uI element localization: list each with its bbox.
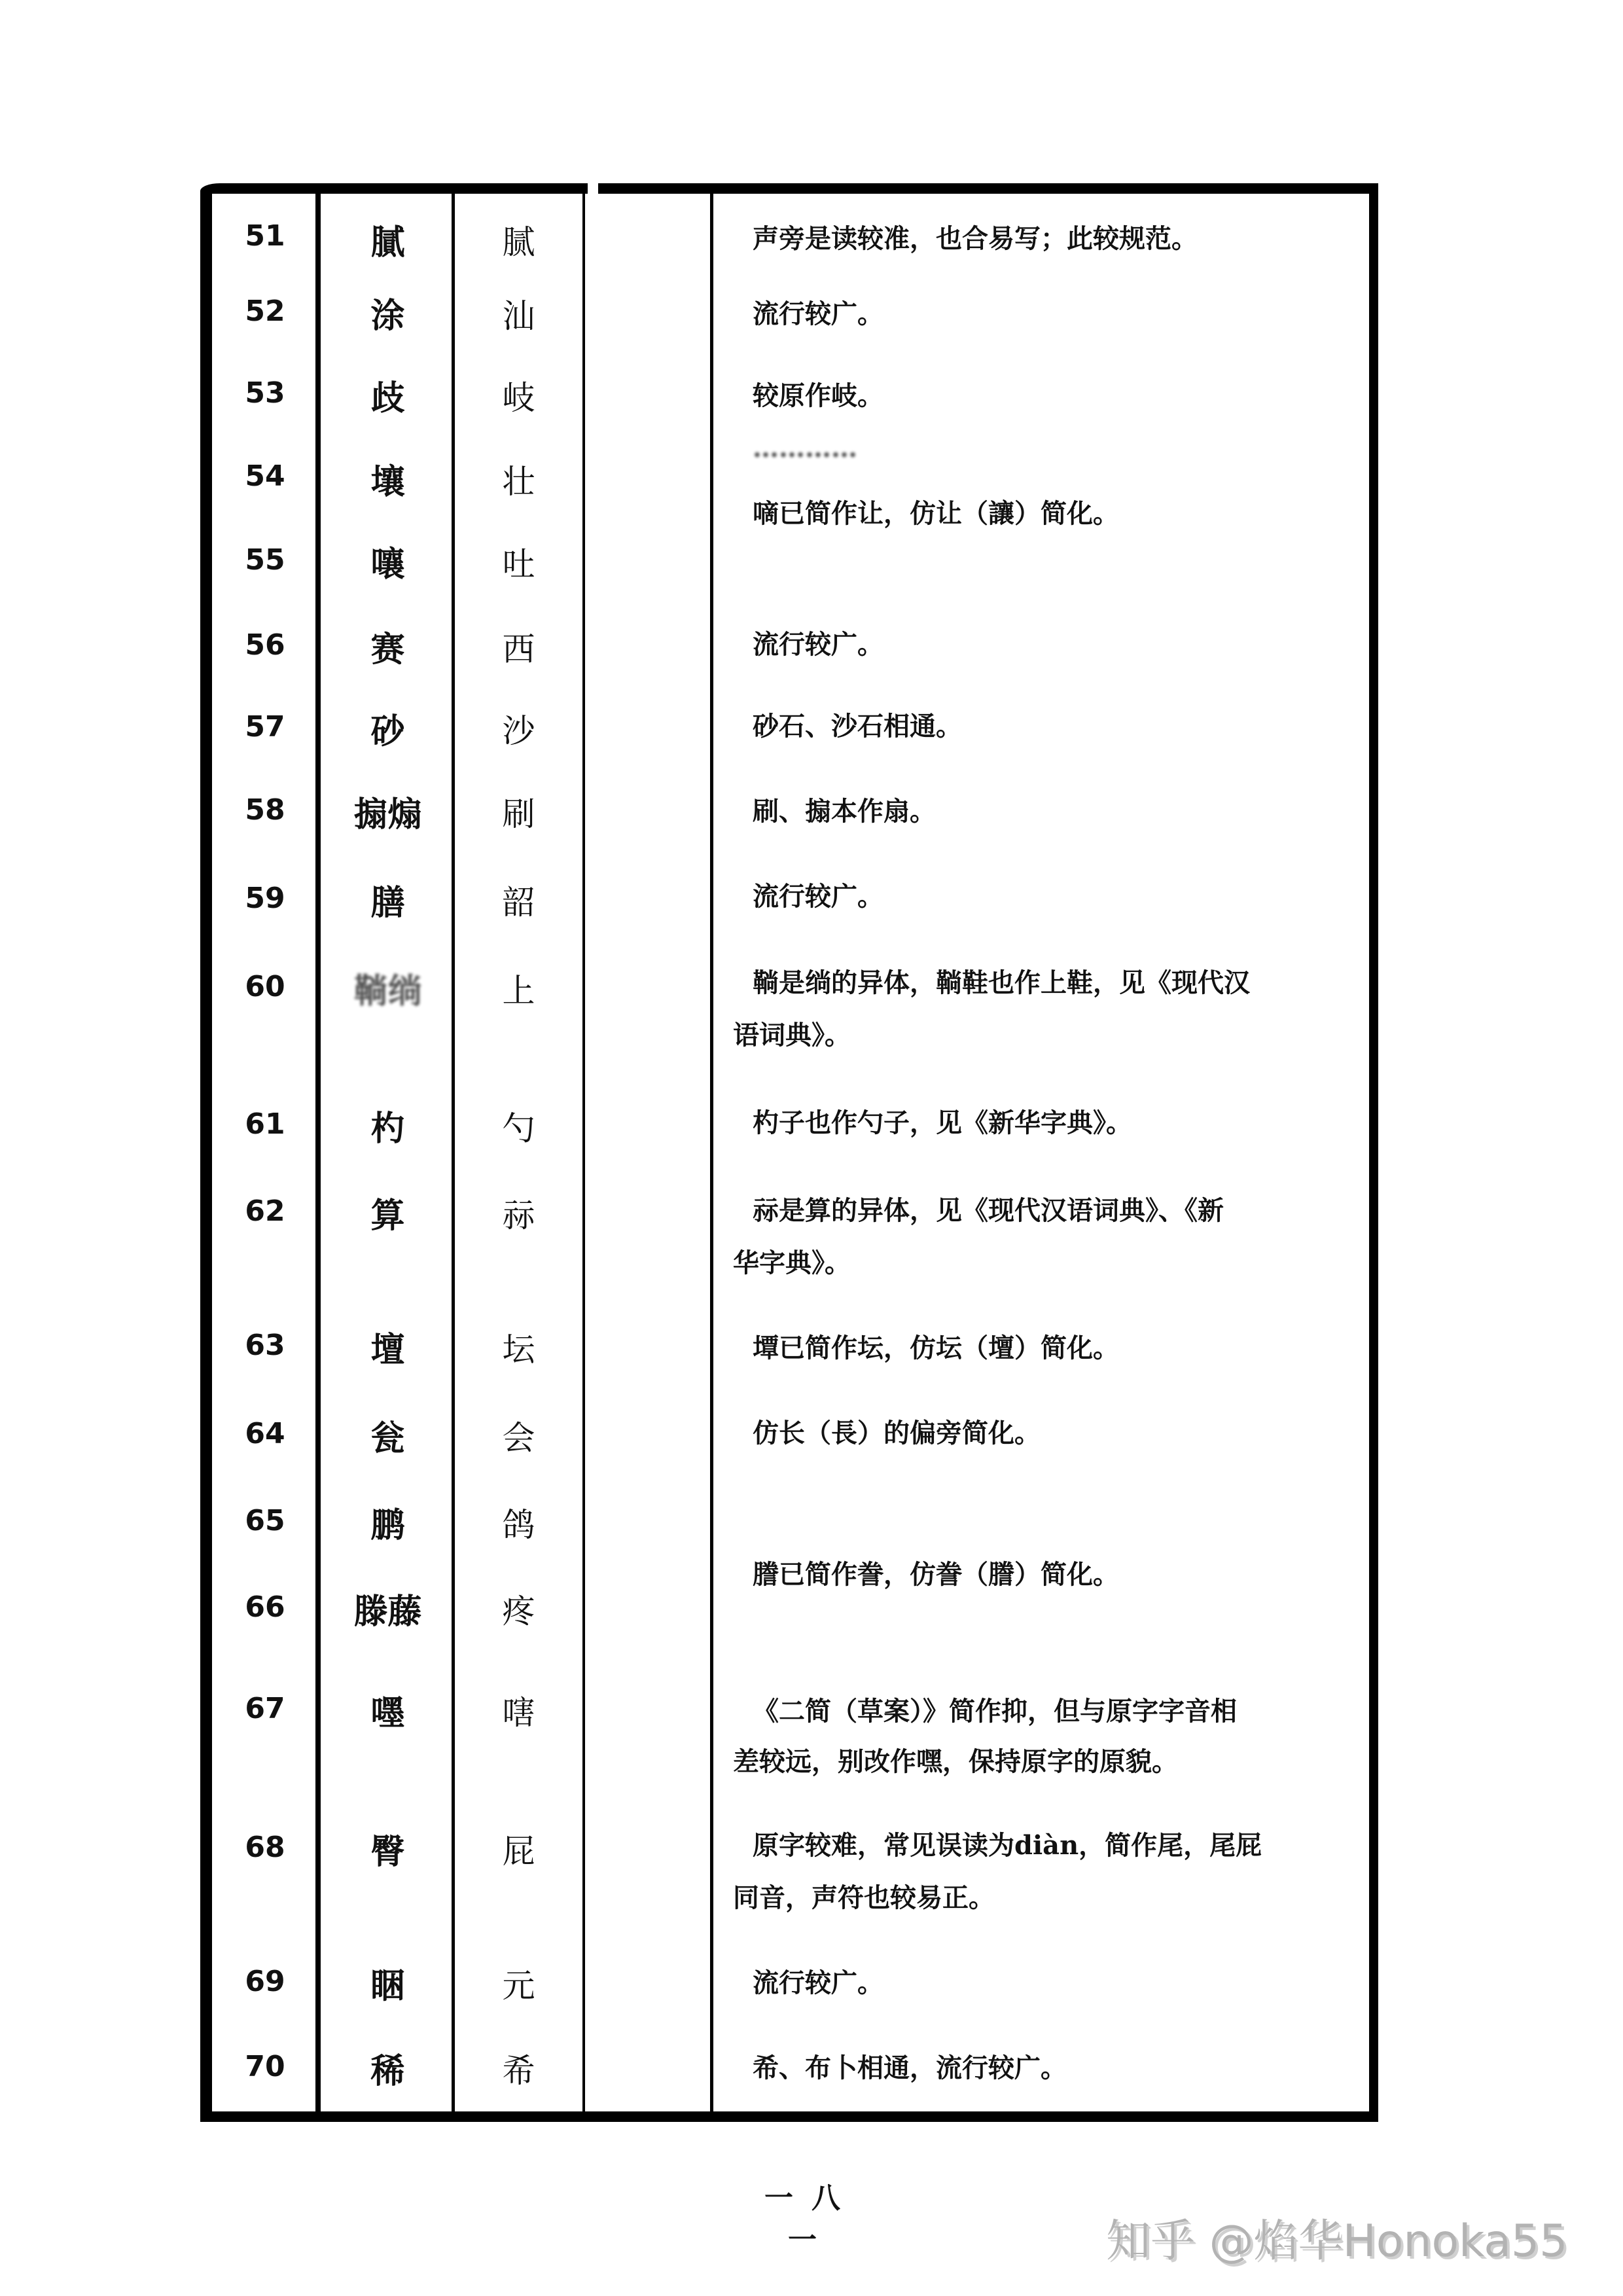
note-text: 声旁是读较准，也合易写；此较规范。: [753, 223, 1198, 254]
note-text: 砂石、沙石相通。: [753, 711, 962, 742]
note-text: 鞝是绱的异体，鞝鞋也作上鞋，见《现代汉: [753, 967, 1250, 998]
simplified-char: 希: [502, 2052, 535, 2090]
page-number: 一八一: [764, 2181, 859, 2257]
traditional-char: 杓: [370, 1109, 405, 1149]
frame-gap: [588, 177, 598, 196]
watermark: 知乎 @焰华Honoka55: [1106, 2215, 1568, 2267]
note-text: 謄已简作誊，仿誊（謄）简化。: [753, 1559, 1119, 1590]
row-number: 59: [245, 882, 285, 915]
traditional-char: 嚜: [370, 1693, 405, 1733]
note-text: 仿长（長）的偏旁简化。: [753, 1418, 1041, 1448]
traditional-char: 瓮: [370, 1418, 405, 1458]
row-number: 52: [245, 295, 285, 328]
traditional-char: 鞝绱: [353, 971, 422, 1011]
traditional-char: 赛: [370, 630, 405, 670]
note-text: 流行较广。: [753, 881, 883, 912]
traditional-char: 嚷: [370, 545, 405, 584]
simplified-char: 会: [502, 1419, 535, 1457]
row-number: 51: [245, 219, 285, 253]
row-number: 56: [245, 628, 285, 662]
row-number: 60: [245, 970, 285, 1003]
note-text: 祘是算的异体，见《现代汉语词典》、《新: [753, 1195, 1224, 1226]
simplified-char: 壮: [502, 463, 535, 501]
row-number: 61: [245, 1107, 285, 1141]
traditional-char: 壤: [370, 462, 405, 502]
row-number: 57: [245, 710, 285, 744]
traditional-char: 臀: [370, 1832, 405, 1872]
row-number: 65: [245, 1504, 285, 1537]
row-number: 62: [245, 1194, 285, 1228]
traditional-char: 滕藤: [353, 1592, 422, 1632]
simplified-char: 岐: [502, 379, 535, 417]
note-text-continued: 同音，声符也较易正。: [733, 1882, 995, 1913]
row-number: 53: [245, 376, 285, 410]
column-divider-2: [452, 190, 455, 2121]
row-number: 70: [245, 2050, 285, 2083]
traditional-char: 歧: [370, 378, 405, 418]
traditional-char: 稀: [370, 2051, 405, 2091]
note-text-faded: …………: [753, 433, 857, 463]
note-text: 流行较广。: [753, 629, 883, 660]
note-text: 希、布卜相通，流行较广。: [753, 2053, 1067, 2083]
note-text: 较原作岐。: [753, 380, 883, 411]
simplified-char: 沙: [502, 712, 535, 750]
row-number: 63: [245, 1329, 285, 1362]
note-text: 流行较广。: [753, 1967, 883, 1998]
note-text: 《二简（草案）》简作抑，但与原字字音相: [753, 1696, 1237, 1727]
row-number: 54: [245, 459, 285, 493]
note-text: 墰已简作坛，仿坛（壇）简化。: [753, 1333, 1119, 1363]
simplified-char: 刷: [502, 795, 535, 833]
note-text: 原字较难，常见误读为diàn，简作尾，尾屁: [753, 1830, 1262, 1861]
simplified-char: 腻: [502, 223, 535, 261]
row-number: 58: [245, 793, 285, 827]
row-number: 64: [245, 1417, 285, 1450]
note-text: 流行较广。: [753, 298, 883, 329]
note-text-continued: 差较远，别改作嘿，保持原字的原貌。: [733, 1746, 1178, 1777]
traditional-char: 睏: [370, 1966, 405, 2006]
row-number: 55: [245, 543, 285, 577]
simplified-char: 西: [502, 630, 535, 668]
simplified-char: 上: [502, 972, 535, 1010]
traditional-char: 算: [370, 1196, 405, 1236]
note-text: 刷、搧本作扇。: [753, 796, 936, 827]
note-text: 杓子也作勺子，见《新华字典》。: [753, 1107, 1132, 1138]
column-divider-1: [315, 190, 321, 2121]
simplified-char: 勺: [502, 1109, 535, 1147]
simplified-char: 屁: [502, 1833, 535, 1871]
traditional-char: 搧煽: [353, 795, 422, 834]
column-divider-3: [582, 190, 585, 2121]
traditional-char: 膩: [370, 223, 405, 262]
simplified-char: 汕: [502, 297, 535, 335]
row-number: 66: [245, 1590, 285, 1624]
note-text-continued: 语词典》。: [733, 1020, 851, 1050]
simplified-char: 吐: [502, 545, 535, 583]
traditional-char: 壇: [370, 1330, 405, 1370]
simplified-char: 嗐: [502, 1694, 535, 1732]
note-text: 嘀已简作让，仿让（讓）简化。: [753, 498, 1119, 529]
simplified-char: 元: [502, 1967, 535, 2005]
simplified-char: 鸽: [502, 1506, 535, 1544]
traditional-char: 膳: [370, 883, 405, 923]
row-number: 68: [245, 1831, 285, 1864]
simplified-char: 疼: [502, 1592, 535, 1630]
column-divider-4: [710, 190, 713, 2121]
row-number: 69: [245, 1965, 285, 1998]
simplified-char: 祘: [502, 1196, 535, 1234]
simplified-char: 坛: [502, 1331, 535, 1369]
note-text-continued: 华字典》。: [733, 1247, 851, 1278]
simplified-char: 韶: [502, 884, 535, 922]
traditional-char: 涂: [370, 296, 405, 336]
traditional-char: 鹏: [370, 1505, 405, 1545]
traditional-char: 砂: [370, 711, 405, 751]
row-number: 67: [245, 1692, 285, 1725]
